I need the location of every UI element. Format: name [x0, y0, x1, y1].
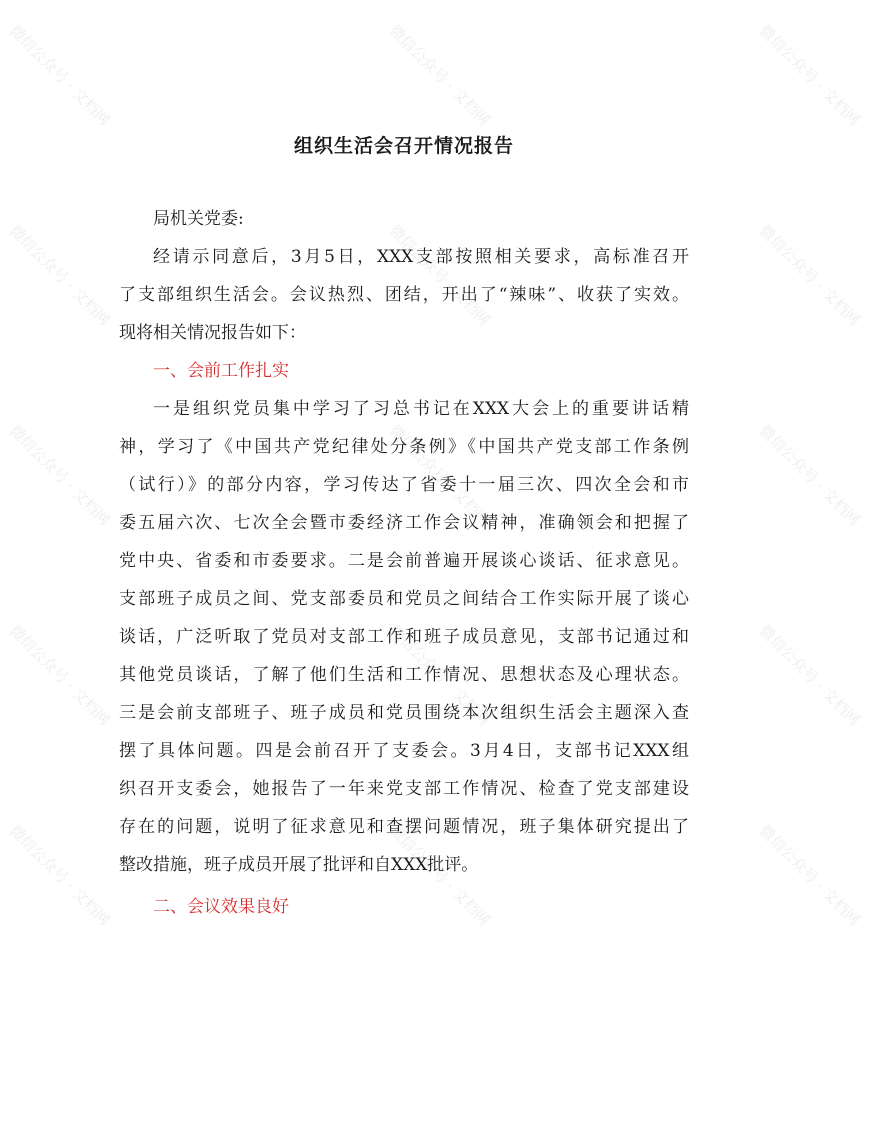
- paragraph-line: 摆了具体问题。四是会前召开了支委会。3月4日，支部书记XXX组: [119, 741, 689, 761]
- watermark: 微信公众号 · 文档网: [755, 21, 864, 130]
- document-body: [119, 120, 689, 926]
- watermark: 微信公众号 · 文档网: [5, 821, 114, 930]
- watermark: 微信公众号 · 文档网: [5, 221, 114, 330]
- paragraph-line: 存在的问题，说明了征求意见和查摆问题情况，班子集体研究提出了: [119, 817, 689, 837]
- section-heading-2: 二、会议效果良好: [153, 897, 289, 917]
- intro-paragraph: [119, 238, 689, 352]
- paragraph-line: 三是会前支部班子、班子成员和党员围绕本次组织生活会主题深入查: [119, 703, 689, 723]
- watermark: 微信公众号 · 文档网: [385, 21, 494, 130]
- watermark: 微信公众号 · 文档网: [385, 621, 494, 730]
- paragraph-line: 委五届六次、七次全会暨市委经济工作会议精神，准确领会和把握了: [119, 513, 689, 533]
- document-title: 组织生活会召开情况报告: [293, 135, 514, 157]
- watermark: 微信公众号 · 文档网: [755, 621, 864, 730]
- watermark: 微信公众号 · 文档网: [385, 421, 494, 530]
- watermark: 微信公众号 · 文档网: [755, 221, 864, 330]
- watermark: 微信公众号 · 文档网: [5, 621, 114, 730]
- paragraph-line: 神，学习了《中国共产党纪律处分条例》《中国共产党支部工作条例: [119, 437, 689, 457]
- paragraph-line: 现将相关情况报告如下：: [119, 323, 306, 343]
- paragraph-line: 支部班子成员之间、党支部委员和党员之间结合工作实际开展了谈心: [119, 589, 689, 609]
- paragraph-line: 织召开支委会，她报告了一年来党支部工作情况、检查了党支部建设: [119, 779, 689, 799]
- watermark: 微信公众号 · 文档网: [755, 421, 864, 530]
- paragraph-line: 党中央、省委和市委要求。二是会前普遍开展谈心谈话、征求意见。: [119, 551, 689, 571]
- paragraph-line: 整改措施，班子成员开展了批评和自XXX批评。: [119, 855, 479, 875]
- watermark: 微信公众号 · 文档网: [755, 821, 864, 930]
- paragraph-line: 谈话，广泛听取了党员对支部工作和班子成员意见，支部书记通过和: [119, 627, 689, 647]
- section-heading-1: 一、会前工作扎实: [153, 361, 289, 381]
- watermark: 微信公众号 · 文档网: [5, 21, 114, 130]
- paragraph-line: 其他党员谈话，了解了他们生活和工作情况、思想状态及心理状态。: [119, 665, 689, 685]
- watermark: 微信公众号 · 文档网: [385, 221, 494, 330]
- paragraph-line: （试行）》的部分内容，学习传达了省委十一届三次、四次全会和市: [119, 475, 689, 495]
- paragraph-line: 经请示同意后，3月5日，XXX支部按照相关要求，高标准召开: [153, 247, 689, 267]
- salutation: 局机关党委:: [153, 209, 244, 229]
- watermark: 微信公众号 · 文档网: [5, 421, 114, 530]
- section1-paragraph: [119, 390, 689, 884]
- paragraph-line: 了支部组织生活会。会议热烈、团结，开出了“辣味”、收获了实效。: [119, 285, 689, 305]
- paragraph-line: 一是组织党员集中学习了习总书记在XXX大会上的重要讲话精: [153, 399, 689, 419]
- watermark: 微信公众号 · 文档网: [385, 821, 494, 930]
